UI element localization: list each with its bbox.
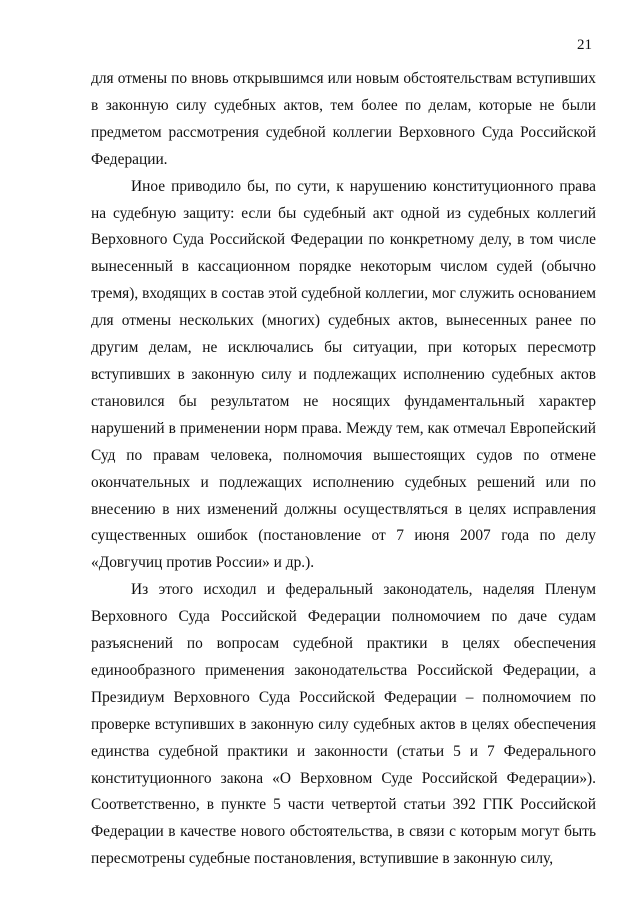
paragraph-1: для отмены по вновь открывшимся или новым обстоятельствам вступивших в законную силу судебных актов, тем более по делам, которые не были предметом рассмотрения судебной коллегии Верховного Суда Российской Федерации. bbox=[91, 70, 596, 168]
paragraph-3: Из этого исходил и федеральный законодатель, наделяя Пленум Верховного Суда Российской Федерации полномочием по даче судам разъяснений по вопросам судебной практики в целях обеспечения единообразного применения законодательства Российской Федерации, а Президиум Верховного Суда Российской Федерации – полномочием по проверке вступивших в законную силу судебных актов в целях обеспечения единства судебной практики и законности (статьи 5 и 7 Федерального конституционного закона «О Верховном Суде Российской Федерации»). Соответственно, в пункте 5 части четвертой статьи 392 ГПК Российской Федерации в качестве нового обстоятельства, в связи с которым могут быть пересмотрены судебные постановления, вступившие в законную силу, bbox=[91, 581, 596, 868]
paragraph-2: Иное приводило бы, по сути, к нарушению конституционного права на судебную защиту: если бы судебный акт одной из судебных коллегий Верховного Суда Российской Федерации по конкретному делу, в том числе вынесенный в кассационном порядке некоторым числом судей (обычно тремя), входящих в состав этой судебной коллегии, мог служить основанием для отмены нескольких (многих) судебных актов, вынесенных ранее по другим делам, не исключались бы ситуации, при которых пересмотр вступивших в законную силу и подлежащих исполнению судебных актов становился бы результатом не носящих фундаментальный характер нарушений в применении норм права. Между тем, как отмечал Европейский Суд по правам человека, полномочия вышестоящих судов по отмене окончательных и подлежащих исполнению судебных решений или по внесению в них изменений должны осуществляться в целях исправления существенных ошибок (постановление от 7 июня 2007 года по делу «Довгучиц против России» и др.). bbox=[91, 177, 596, 572]
document-body bbox=[91, 66, 596, 873]
page-number: 21 bbox=[577, 37, 592, 53]
